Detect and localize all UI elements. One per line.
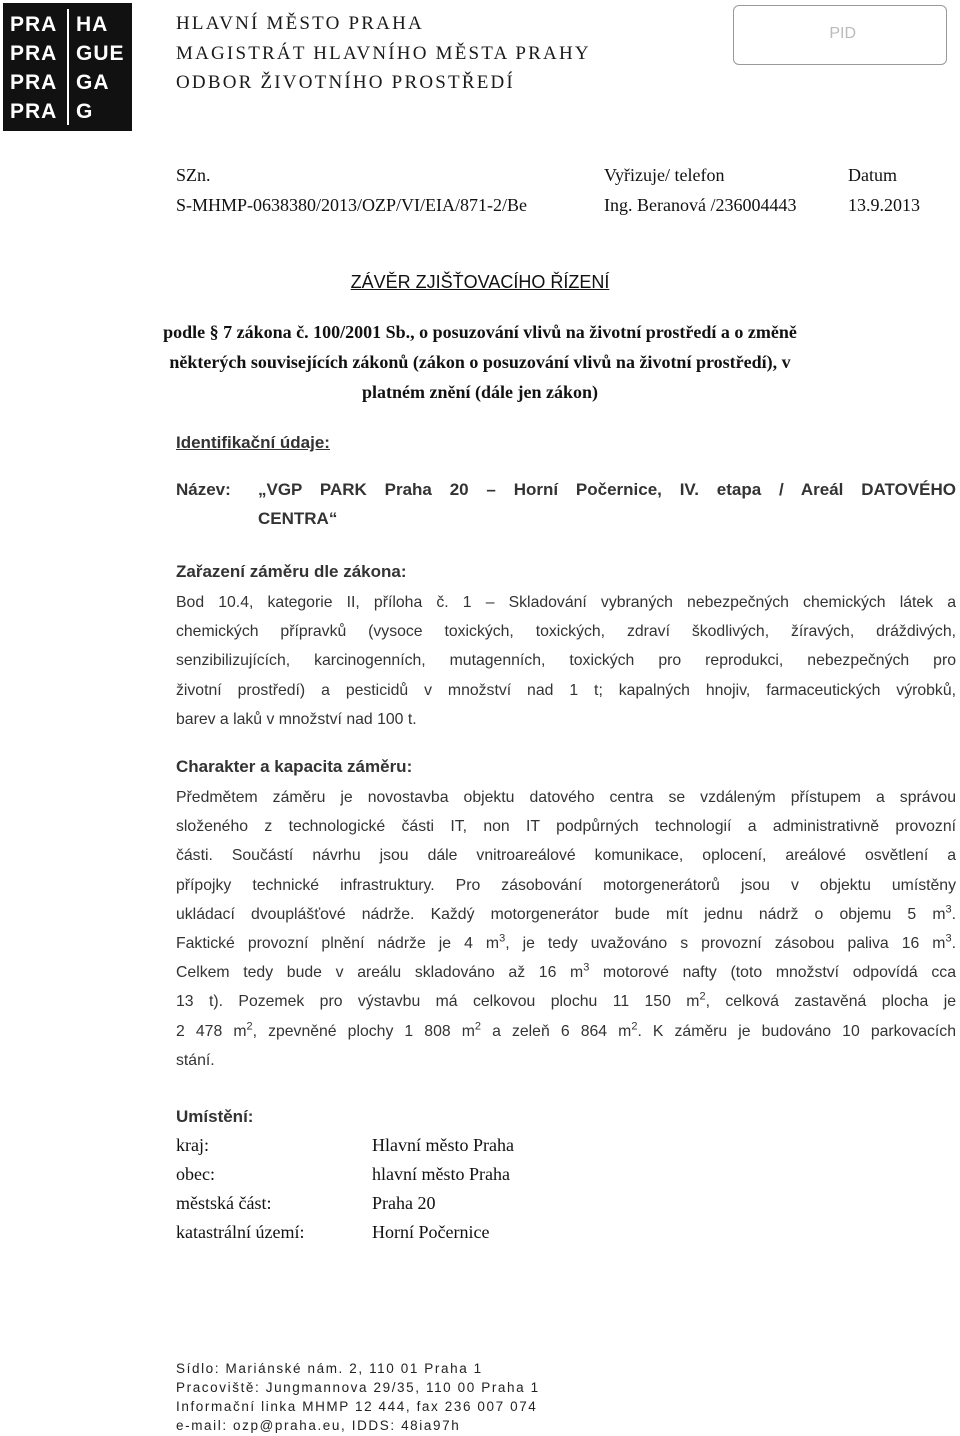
subtitle-line: podle § 7 zákona č. 100/2001 Sb., o posuzování vlivů na životní prostředí a o změně xyxy=(163,322,797,342)
document-title: ZÁVĚR ZJIŠŤOVACÍHO ŘÍZENÍ xyxy=(350,272,610,292)
subtitle-line: některých souvisejících zákonů (zákon o posuzování vlivů na životní prostředí), v xyxy=(169,352,791,372)
text-line: stání. xyxy=(176,1051,215,1069)
logo-text: PRA xyxy=(10,13,58,36)
location-label-mestska-cast: městská část: xyxy=(176,1193,272,1213)
footer-line-1: Sídlo: Mariánské nám. 2, 110 01 Praha 1 xyxy=(176,1361,483,1376)
logo-text: HA xyxy=(76,13,109,36)
project-name-line-2: CENTRA“ xyxy=(258,509,338,528)
text-line: senzibilizujících, karcinogenních, mutagenních, toxických pro reprodukci, nebezpečných pro xyxy=(176,652,956,670)
vyrizuje-value: Ing. Beranová /236004443 xyxy=(604,195,797,215)
text-line: 13 t). Pozemek pro výstavbu má celkovou plochu 11 150 $m^2$, celková zastavěná plocha je xyxy=(176,991,956,1011)
text-line: Faktické provozní plnění nádrže je 4 $m^3$, je tedy uvažováno s provozní zásobou paliva 16 $m^3$. xyxy=(176,932,956,952)
location-label-kraj: kraj: xyxy=(176,1135,209,1155)
szn-value: S-MHMP-0638380/2013/OZP/VI/EIA/871-2/Be xyxy=(176,195,527,215)
classification-heading: Zařazení záměru dle zákona: xyxy=(176,562,407,581)
location-value-mestska-cast: Praha 20 xyxy=(372,1193,436,1213)
logo-text: G xyxy=(76,100,94,123)
logo-text: PRA xyxy=(10,100,58,123)
classification-text xyxy=(176,588,956,734)
location-value-kraj: Hlavní město Praha xyxy=(372,1135,514,1155)
text-line: ukládací dvouplášťové nádrže. Každý motorgenerátor bude mít jednu nádrž o objemu 5 $m^3$. xyxy=(176,903,956,923)
header-line-1: HLAVNÍ MĚSTO PRAHA xyxy=(176,13,424,34)
header-line-2: MAGISTRÁT HLAVNÍHO MĚSTA PRAHY xyxy=(176,43,591,64)
identification-heading: Identifikační údaje: xyxy=(176,433,330,452)
logo-text: PRA xyxy=(10,71,58,94)
text-line: Bod 10.4, kategorie II, příloha č. 1 – Skladování vybraných nebezpečných chemických látek a xyxy=(176,594,956,611)
logo-text: GUE xyxy=(76,42,125,65)
logo-text: PRA xyxy=(10,42,58,65)
footer-line-4: e-mail: ozp@praha.eu, IDDS: 48ia97h xyxy=(176,1418,461,1433)
text-line: Celkem tedy bude v areálu skladováno až 16 $m^3$ motorové nafty (toto množství odpovídá cca xyxy=(176,961,956,982)
footer-line-3: Informační linka MHMP 12 444, fax 236 007 074 xyxy=(176,1399,538,1414)
datum-value: 13.9.2013 xyxy=(848,195,920,215)
logo-text: GA xyxy=(76,71,110,94)
project-name-line-1: „VGP PARK Praha 20 – Horní Počernice, IV. etapa / Areál DATOVÉHO xyxy=(258,480,956,499)
name-label: Název: xyxy=(176,480,231,499)
text-line: chemických přípravků (vysoce toxických, toxických, zdraví škodlivých, žíravých, dráždivých, xyxy=(176,623,956,641)
character-text xyxy=(176,783,956,1075)
praha-logo xyxy=(3,3,132,131)
pid-box xyxy=(733,5,947,65)
location-value-katastralni-uzemi: Horní Počernice xyxy=(372,1222,490,1242)
footer-line-2: Pracoviště: Jungmannova 29/35, 110 00 Praha 1 xyxy=(176,1380,540,1395)
text-line: přípojky technické infrastruktury. Pro zásobování motorgenerátorů jsou v objektu umístěny xyxy=(176,876,956,894)
location-label-obec: obec: xyxy=(176,1164,215,1184)
text-line: složeného z technologické části IT, non IT podpůrných technologií a administrativně provozní xyxy=(176,818,956,836)
character-heading: Charakter a kapacita záměru: xyxy=(176,757,413,776)
pid-label: PID xyxy=(829,25,856,42)
location-value-obec: hlavní město Praha xyxy=(372,1164,510,1184)
text-line: Předmětem záměru je novostavba objektu datového centra se vzdáleným přístupem a správou xyxy=(176,789,956,806)
location-heading: Umístění: xyxy=(176,1107,254,1126)
vyrizuje-label: Vyřizuje/ telefon xyxy=(604,165,725,185)
datum-label: Datum xyxy=(848,165,897,185)
subtitle-line: platném znění (dále jen zákon) xyxy=(362,382,598,402)
document-subtitle xyxy=(150,317,810,407)
text-line: barev a laků v množství nad 100 t. xyxy=(176,710,417,728)
text-line: části. Součástí návrhu jsou dále vnitroareálové komunikace, oplocení, areálové osvětlení a xyxy=(176,847,956,865)
location-label-katastralni-uzemi: katastrální území: xyxy=(176,1222,305,1242)
text-line: 2 478 $m^2$, zpevněné plochy 1 808 $m^2$ a zeleň 6 864 $m^2$. K záměru je budováno 10 parkovacích xyxy=(176,1020,956,1040)
szn-label: SZn. xyxy=(176,165,211,185)
text-line: životní prostředí) a pesticidů v množství nad 1 t; kapalných hnojiv, farmaceutických výrobků, xyxy=(176,681,956,699)
header-line-3: ODBOR ŽIVOTNÍHO PROSTŘEDÍ xyxy=(176,72,515,93)
logo-divider xyxy=(67,9,69,125)
